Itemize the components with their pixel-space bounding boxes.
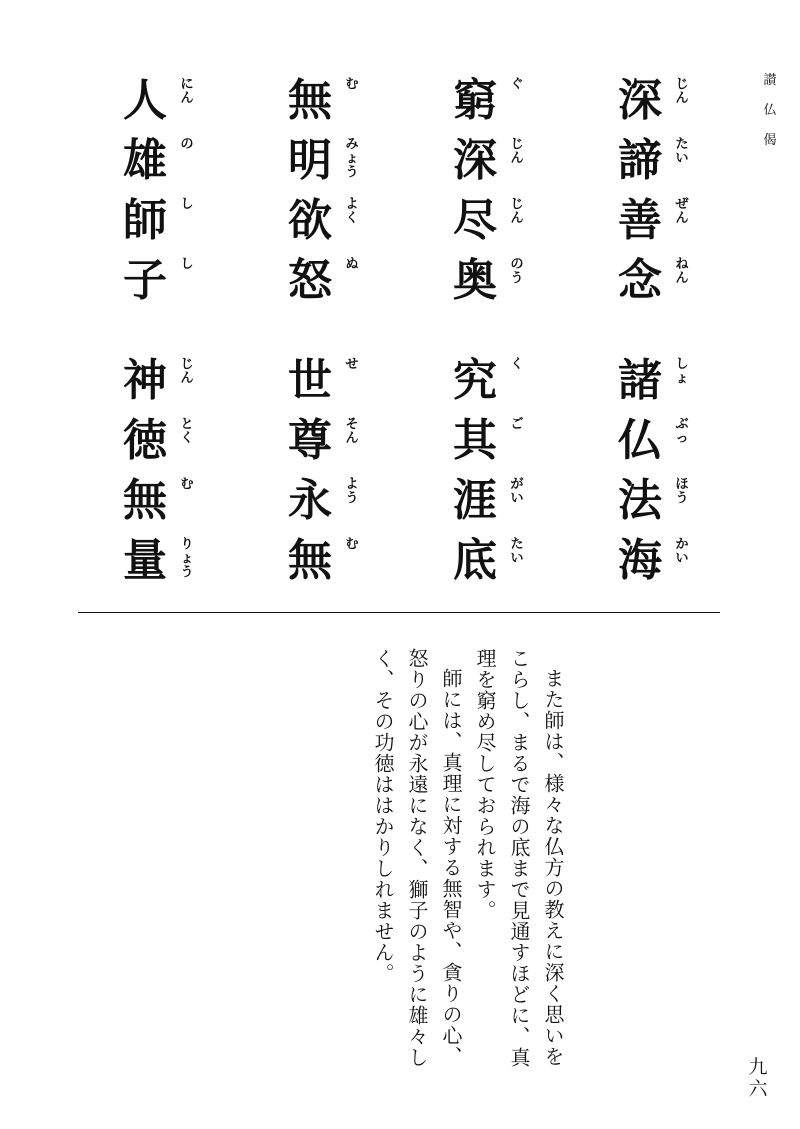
verse-kanji: 尊 <box>288 415 332 466</box>
verse-ruby: む <box>180 477 194 492</box>
verse-column <box>390 72 555 312</box>
verse-kanji: 師 <box>123 195 167 246</box>
verse-ruby: む <box>345 537 359 552</box>
verse-kanji: 無 <box>123 475 167 526</box>
translation-text <box>366 648 570 1068</box>
verse-column <box>60 72 225 312</box>
verse-kanji: 念 <box>618 255 662 306</box>
verse-kanji: 善 <box>618 195 662 246</box>
verse-block-bottom <box>60 352 720 592</box>
verse-ruby: た い <box>675 137 689 166</box>
verse-kanji: 人 <box>123 75 167 126</box>
section-title-char: 讃 <box>763 73 777 88</box>
section-title <box>762 66 778 156</box>
verse-ruby: し <box>180 197 194 212</box>
verse-ruby: そ ん <box>345 417 359 446</box>
verse-kanji: 世 <box>288 355 332 406</box>
verse-ruby: じ ん <box>510 197 524 226</box>
verse-ruby: む <box>345 77 359 92</box>
verse-column <box>390 352 555 592</box>
verse-ruby: に ん <box>180 77 194 106</box>
verse-kanji: 雄 <box>123 135 167 186</box>
translation-paragraph: 師には、真理に対する無智や、貪りの心、怒りの心が永遠になく、獅子のように雄々しく、その功徳ははかりしれません。 <box>371 648 463 1068</box>
verse-kanji: 無 <box>288 535 332 586</box>
verse-kanji: 海 <box>618 535 662 586</box>
verse-kanji: 神 <box>123 355 167 406</box>
verse-ruby: み ょ う <box>345 137 359 180</box>
verse-kanji: 量 <box>123 535 167 586</box>
verse-ruby: ほ う <box>675 477 689 506</box>
verse-kanji: 法 <box>618 475 662 526</box>
verse-ruby: よ う <box>345 477 359 506</box>
verse-ruby: く <box>510 357 524 372</box>
section-title-char: 仏 <box>763 103 777 118</box>
verse-ruby: ぬ <box>345 257 359 272</box>
verse-kanji: 究 <box>453 355 497 406</box>
verse-kanji: 欲 <box>288 195 332 246</box>
page-number-char: 六 <box>748 1078 768 1100</box>
verse-ruby: が い <box>510 477 524 506</box>
verse-ruby: じ ん <box>675 77 689 106</box>
verse-column <box>60 352 225 592</box>
verse-ruby: ね ん <box>675 257 689 286</box>
verse-ruby: よ く <box>345 197 359 226</box>
page-number-char: 九 <box>748 1056 768 1078</box>
verse-kanji: 永 <box>288 475 332 526</box>
verse-ruby: ご <box>510 417 524 432</box>
section-title-char: 偈 <box>763 133 777 148</box>
verse-ruby: か い <box>675 537 689 566</box>
verse-ruby: せ <box>345 357 359 372</box>
verse-ruby: り ょ う <box>180 537 194 580</box>
verse-kanji: 徳 <box>123 415 167 466</box>
verse-ruby: し <box>180 257 194 272</box>
verse-ruby: じ ん <box>510 137 524 166</box>
verse-kanji: 深 <box>453 135 497 186</box>
verse-kanji: 其 <box>453 415 497 466</box>
verse-ruby: ぶ っ <box>675 417 689 446</box>
verse-kanji: 窮 <box>453 75 497 126</box>
verse-kanji: 怒 <box>288 255 332 306</box>
verse-kanji: 諦 <box>618 135 662 186</box>
verse-ruby: ぐ <box>510 77 524 92</box>
verse-column <box>225 352 390 592</box>
verse-ruby: じ ん <box>180 357 194 386</box>
divider-line <box>78 612 720 613</box>
verse-column <box>555 352 720 592</box>
translation-paragraph: また師は、様々な仏方の教えに深く思いをこらし、まるで海の底まで見通すほどに、真理を窮め尽しておられます。 <box>473 648 565 1068</box>
verse-kanji: 涯 <box>453 475 497 526</box>
verse-kanji: 尽 <box>453 195 497 246</box>
verse-kanji: 諸 <box>618 355 662 406</box>
verse-ruby: の <box>180 137 194 152</box>
verse-ruby: の う <box>510 257 524 286</box>
verse-ruby: ぜ ん <box>675 197 689 226</box>
verse-kanji: 奥 <box>453 255 497 306</box>
verse-ruby: と く <box>180 417 194 446</box>
verse-kanji: 子 <box>123 255 167 306</box>
verse-column <box>225 72 390 312</box>
verse-kanji: 無 <box>288 75 332 126</box>
verse-kanji: 深 <box>618 75 662 126</box>
verse-ruby: た い <box>510 537 524 566</box>
verse-kanji: 底 <box>453 535 497 586</box>
verse-column <box>555 72 720 312</box>
verse-block-top <box>60 72 720 312</box>
verse-ruby: し ょ <box>675 357 689 386</box>
verse-kanji: 明 <box>288 135 332 186</box>
verse-kanji: 仏 <box>618 415 662 466</box>
page-number <box>748 1056 768 1100</box>
